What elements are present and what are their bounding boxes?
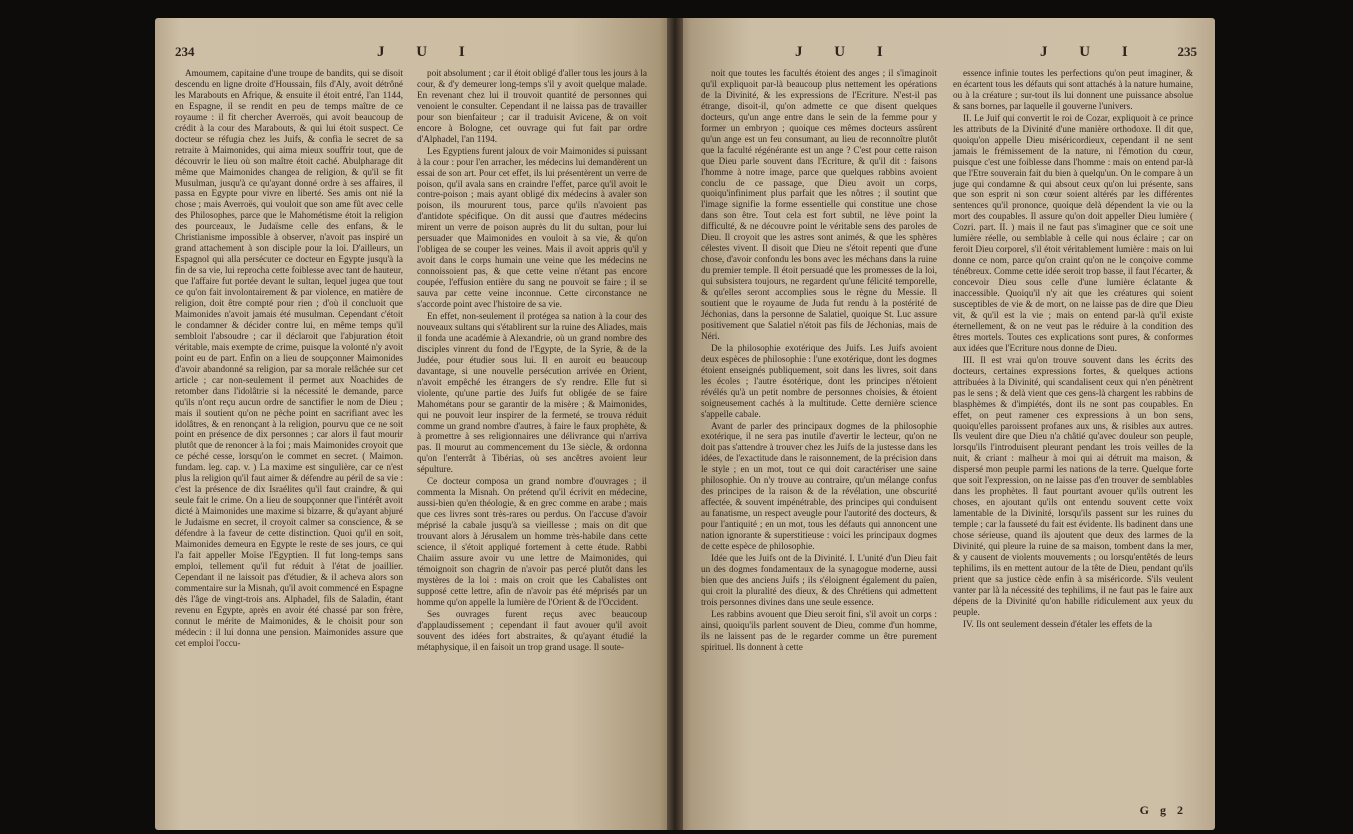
left-page xyxy=(155,18,675,830)
paragraph: Ses ouvrages furent reçus avec beaucoup d'applaudissement ; cependant il faut avouer qu'il avoit souvent des idées fort abstraites, & qu'ayant étudié la métaphysique, il en faisoit un trop grand usage. Il soute- xyxy=(417,608,647,652)
text-column-1 xyxy=(175,68,403,649)
page-number: 234 xyxy=(175,44,195,59)
text-column-2 xyxy=(953,68,1193,630)
paragraph: essence infinie toutes les perfections qu'on peut imaginer, & en écartent tous les défauts qui sont attachés à la nature humaine, ou à la créature ; sur-tout ils lui donnent une puissance absolue & sans bornes, par laquelle il gouverne l'univers. xyxy=(953,68,1193,111)
right-page xyxy=(675,18,1215,830)
paragraph: En effet, non-seulement il protégea sa nation à la cour des nouveaux sultans qui s'établirent sur la ruine des Aliades, mais il fonda une académie à Alexandrie, où un grand nombre des disciples vinrent du fond de l'Egypte, de la Syrie, & de la Judée, pour étudier sous lui. Il en auroit eu beaucoup davantage, si une nouvelle persécution arrivée en Orient, n'avoit empêché les étrangers de s'y rendre. Elle fut si violente, qu'une partie des Juifs fut obligée de se faire Mahométans pour se garantir de la misère ; & Maimonides, qui ne pouvoit leur inspirer de la fermeté, se trouva réduit comme un grand nombre d'autres, à faire le faux prophète, & à promettre à ses religionnaires une délivrance qui n'arriva pas. Il mourut au commencement du 13e siècle, & ordonna qu'on l'enterrât à Tibérias, où ses ancêtres avoient leur sépulture. xyxy=(417,310,647,475)
open-book xyxy=(155,18,1215,830)
running-head: J U I xyxy=(795,44,897,60)
paragraph: Avant de parler des principaux dogmes de la philosophie exotérique, il ne sera pas inutile d'avertir le lecteur, qu'on ne doit pas s'attendre à trouver chez les Juifs de la justesse dans les idées, de l'exactitude dans le raisonnement, de la précision dans le style ; en un mot, tout ce qui doit caractériser une saine philosophie. On n'y trouve au contraire, qu'un mélange confus des principes de la raison & de la révélation, une obscurité affectée, & souvent impénétrable, des principes qui conduisent au fanatisme, un respect aveugle pour l'autorité des docteurs, & pour l'antiquité ; en un mot, tous les défauts qui annoncent une nation ignorante & superstitieuse : voici les principaux dogmes de cette espèce de philosophie. xyxy=(701,420,937,551)
page-number: 235 xyxy=(1177,44,1197,59)
paragraph: De la philosophie exotérique des Juifs. Les Juifs avoient deux espèces de philosophie : l'une exotérique, dont les dogmes étoient enseignés publiquement, soit dans les livres, soit dans les écoles ; l'autre ésotérique, dont les principes n'étoient révélés qu'à un petit nombre de personnes choisies, & étoient soigneusement cachés à la multitude. Cette dernière science s'appelle cabale. xyxy=(701,342,937,419)
paragraph: Idée que les Juifs ont de la Divinité. I. L'unité d'un Dieu fait un des dogmes fondamentaux de la synagogue moderne, aussi bien que des anciens Juifs ; ils s'éloignent également du païen, qui croit la pluralité des dieux, & des Chrétiens qui admettent trois personnes divines dans une seule essence. xyxy=(701,552,937,607)
paragraph: noit que toutes les facultés étoient des anges ; il s'imaginoit qu'il expliquoit par-là beaucoup plus nettement les opérations de la Divinité, & les expressions de l'Ecriture. N'est-il pas étrange, disoit-il, qu'on admette ce que disent quelques docteurs, qu'un ange entre dans le sein de la femme pour y former un embryon ; quoique ces mêmes docteurs assûrent qu'un ange est un feu consumant, au lieu de reconnoître plutôt que la faculté régénérante est un ange ? C'est pour cette raison que Dieu parle souvent dans l'Ecriture, & qu'il dit : faisons l'homme à notre image, parce que quelques rabbins avoient conclu de ce passage, que Dieu avoit un corps, quoiqu'infiniment plus parfait que les nôtres ; il soutint que l'image signifie la forme essentielle qui constitue une chose dans son être. Tout cela est fort subtil, ne lève point la difficulté, & ne découvre point le véritable sens des paroles de Dieu. Il croyoit que les astres sont animés, & que les sphères célestes vivent. Il disoit que Dieu ne s'étoit repenti que d'une chose, d'avoir confondu les bons avec les méchans dans la ruine du premier temple. Il étoit persuadé que les promesses de la loi, qui subsistera toujours, ne regardent qu'une félicité temporelle, & qu'elles seront accomplies sous le règne du Messie. Il soutient que le royaume de Juda fut rendu à la postérité de Jéchonias, dans la personne de Salatiel, quoique St. Luc assure positivement que Salatiel n'étoit pas fils de Jéchonias, mais de Néri. xyxy=(701,68,937,341)
paragraph: Les Egyptiens furent jaloux de voir Maimonides si puissant à la cour : pour l'en arracher, les médecins lui demandèrent un essai de son art. Pour cet effet, ils lui présentèrent un verre de poison, qu'il avala sans en craindre l'effet, parce qu'il avoit le contre-poison ; mais ayant obligé dix médecins à avaler son poison, ils moururent tous, parce qu'ils n'avoient pas d'antidote spécifique. On dit aussi que d'autres médecins mirent un verre de poison auprès du lit du sultan, pour lui persuader que Maimonides en vouloit à sa vie, & qu'on l'obligea de se couper les veines. Mais il avoit appris qu'il y avoit dans le corps humain une veine que les médecins ne connoissoient pas, & que cette veine n'étant pas encore coupée, l'effusion entière du sang ne pouvoit se faire ; il se sauva par cette veine inconnue. Cette circonstance ne s'accorde point avec l'histoire de sa vie. xyxy=(417,145,647,310)
paragraph: Ce docteur composa un grand nombre d'ouvrages ; il commenta la Misnah. On prétend qu'il écrivit en médecine, aussi-bien qu'en théologie, & en grec comme en arabe ; mais que ces livres sont très-rares ou perdus. On l'accuse d'avoir méprisé la cabale jusqu'à sa vieillesse ; mais on dit que trouvant alors à Jérusalem un homme très-habile dans cette science, il s'étoit appliqué fortement à cette étude. Rabbi Chaiim assure avoir vu une lettre de Maimonides, qui témoignoit son chagrin de n'avoir pas percé plutôt dans les mystères de la loi : mais on croit que les Cabalistes ont supposé cette lettre, afin de n'avoir pas été méprisés par un homme qu'on appelle la lumière de l'Orient & de l'Occident. xyxy=(417,476,647,607)
paragraph: III. Il est vrai qu'on trouve souvent dans les écrits des docteurs, certaines expressions fortes, & quelques actions attribuées à la Divinité, qui scandalisent ceux qui n'en pénètrent pas le sens ; & delà vient que ces gens-là chargent les rabbins de blasphèmes & d'impiétés, dont ils ne sont pas coupables. En effet, on peut ramener ces expressions à un bon sens, quoiqu'elles paroissent profanes aux uns, & risibles aux autres. Ils veulent dire que Dieu n'a châtié qu'avec douleur son peuple, lorsqu'ils l'introduisent pleurant pendant les trois veilles de la nuit, & criant : malheur à moi qui ai détruit ma maison, & dispersé mon peuple parmi les nations de la terre. Quelque forte que soit l'expression, on ne laisse pas d'en trouver de semblables dans les prophètes. Il faut pourtant avouer qu'ils outrent les choses, en ajoutant qu'ils ont entendu souvent cette voix lamentable de la Divinité, lorsqu'ils passent sur les ruines du temple ; car la fausseté du fait est évidente. Ils badinent dans une chose sérieuse, quand ils ajoutent que deux des larmes de la Divinité, qui pleure la ruine de sa maison, tombent dans la mer, & y causent de violents mouvements ; ou lorsqu'entêtés de leurs tephilims, ils en mettent autour de la tête de Dieu, pendant qu'ils prient que sa justice cède enfin à sa miséricorde. S'ils veulent vanter par là la nécessité des tephilims, il ne faut pas le faire aux dépens de la Divinité qu'on habille ridiculement aux yeux du peuple. xyxy=(953,354,1193,617)
signature-mark: G g 2 xyxy=(1139,803,1187,817)
paragraph: poit absolument ; car il étoit obligé d'aller tous les jours à la cour, & d'y demeurer long-temps s'il y avoit quelque malade. En revenant chez lui il trouvoit quantité de personnes qui venoient le consulter. Cependant il ne laissa pas de travailler pour son bienfaiteur ; car il traduisit Avicene, & on voit encore à Bologne, cet ouvrage qui fut fait par ordre d'Alphadel, l'an 1194. xyxy=(417,68,647,144)
paragraph: IV. Ils ont seulement dessein d'étaler les effets de la xyxy=(963,618,1153,629)
book-gutter xyxy=(667,18,683,830)
text-column-2 xyxy=(417,68,647,653)
running-head: J U I xyxy=(377,44,479,60)
paragraph: Amoumem, capitaine d'une troupe de bandits, qui se disoit descendu en ligne droite d'Houssain, fils d'Aly, avoit détrôné les Marabouts en Afrique, & ensuite il étoit entré, l'an 1144, en Espagne, il se rendit en peu de temps maître de ce royaume : il fit chercher Averroës, qui avoit beaucoup de crédit à la cour des Marabouts, & qui lui étoit suspect. Ce docteur se réfugia chez les Juifs, & confia le secret de sa retraite à Maimonides, qui aima mieux souffrir tout, que de découvrir le lieu où son maître étoit caché. Abulpharage dit même que Maimonides changea de religion, & qu'il se fit Musulman, jusqu'à ce qu'ayant donné ordre à ses affaires, il passa en Egypte pour vivre en liberté. Ses amis ont nié la chose ; mais Averroës, qui vouloit que son ame fût avec celle des Philosophes, parce que le Mahométisme étoit la religion des pourceaux, le Judaïsme celle des enfans, & le Christianisme impossible à observer, n'avoit pas inspiré un grand attachement à son disciple pour la loi. D'ailleurs, un Espagnol qui alla persécuter ce docteur en Egypte jusqu'à la fin de sa vie, lui reprocha cette foiblesse avec tant de hauteur, que l'affaire fut portée devant le sultan, lequel jugea que tout ce qu'on fait involontairement & par violence, en matière de religion, doit être compté pour rien ; d'où il concluoit que Maimonides n'avoit jamais été musulman. Cependant c'étoit le condamner & décider contre lui, en même temps qu'il sembloit l'absoudre ; car il déclaroit que l'abjuration étoit véritable, mais exempte de crime, puisque la volonté n'y avoit point eu de part. Enfin on a lieu de soupçonner Maimonides d'avoir abandonné sa religion, par sa morale relâchée sur cet article ; car non-seulement il permet aux Noachides de retomber dans l'idolâtrie si la nécessité le demande, parce qu'ils n'ont reçu aucun ordre de sanctifier le nom de Dieu ; mais il soutient qu'on ne pèche point en sacrifiant avec les idolâtres, & en renonçant à la religion, pourvu que ce ne soit point en présence de dix personnes ; car alors il faut mourir plutôt que de renoncer à la foi ; mais Maimonides croyoit que ce péché cesse, lorsqu'on le commet en secret. ( Maimon. fundam. leg. cap. v. ) La maxime est singulière, car ce n'est plus la religion qu'il faut aimer & défendre au péril de sa vie : c'est la présence de dix Israélites qu'il faut craindre, & qui seule fait le crime. On a lieu de soupçonner que l'intérêt avoit dicté à Maimonides une maxime si bizarre, & qu'ayant abjuré le Judaïsme en secret, il croyoit calmer sa conscience, & se défendre à la faveur de cette distinction. Quoi qu'il en soit, Maimonides demeura en Egypte le reste de ses jours, ce qui l'a fait appeller Moïse l'Egyptien. Il fut long-temps sans emploi, tellement qu'il fut réduit à l'état de joaillier. Cependant il ne laissoit pas d'étudier, & il acheva alors son commentaire sur la Misnah, qu'il avoit commencé en Espagne dès l'âge de vingt-trois ans. Alphadel, fils de Saladin, étant revenu en Egypte, après en avoir été chassé par son frère, connut le mérite de Maimonides, & le choisit pour son médecin : il lui donna une pension. Maimonides assure que cet emploi l'occu- xyxy=(175,68,403,648)
paragraph: Les rabbins avouent que Dieu seroit fini, s'il avoit un corps : ainsi, quoiqu'ils parlent souvent de Dieu, comme d'un homme, ils ne laissent pas de le regarder comme un être purement spirituel. Ils donnent à cette xyxy=(701,608,937,652)
paragraph: II. Le Juif qui convertit le roi de Cozar, expliquoit à ce prince les attributs de la Divinité d'une manière orthodoxe. Il dit que, quoiqu'on appelle Dieu miséricordieux, cependant il ne sent jamais le frémissement de la nature, ni l'émotion du cœur, puisque c'est une foiblesse dans l'homme : mais on entend par-là que l'Etre souverain fait du bien à quelqu'un. On le compare à un juge qui condamne & qui absout ceux qu'on lui présente, sans que son esprit ni son cœur soient altérés par les différentes sentences qu'il prononce, quoique delà dépendent la vie ou la mort des coupables. Il assure qu'on doit appeller Dieu lumière ( Cozri. part. II. ) mais il ne faut pas s'imaginer que ce soit une lumière réelle, ou semblable à celle qui nous éclaire ; car on feroit Dieu corporel, s'il étoit véritablement lumière : mais on lui donne ce nom, parce qu'on craint qu'on ne le conçoive comme ténébreux. Comme cette idée seroit trop basse, il faut l'écarter, & concevoir Dieu sous celle d'une lumière éclatante & inaccessible. Quoiqu'il n'y ait que les créatures qui soient susceptibles de vie & de mort, on ne laisse pas de dire que Dieu vit, & qu'il est la vie ; mais on entend par-là qu'il existe éternellement, & on ne veut pas le réduire à la condition des êtres mortels. Toutes ces explications sont pures, & conformes aux idées que l'Ecriture nous donne de Dieu. xyxy=(953,112,1193,353)
running-head-repeat: J U I xyxy=(1040,44,1142,60)
text-column-1 xyxy=(701,68,937,653)
